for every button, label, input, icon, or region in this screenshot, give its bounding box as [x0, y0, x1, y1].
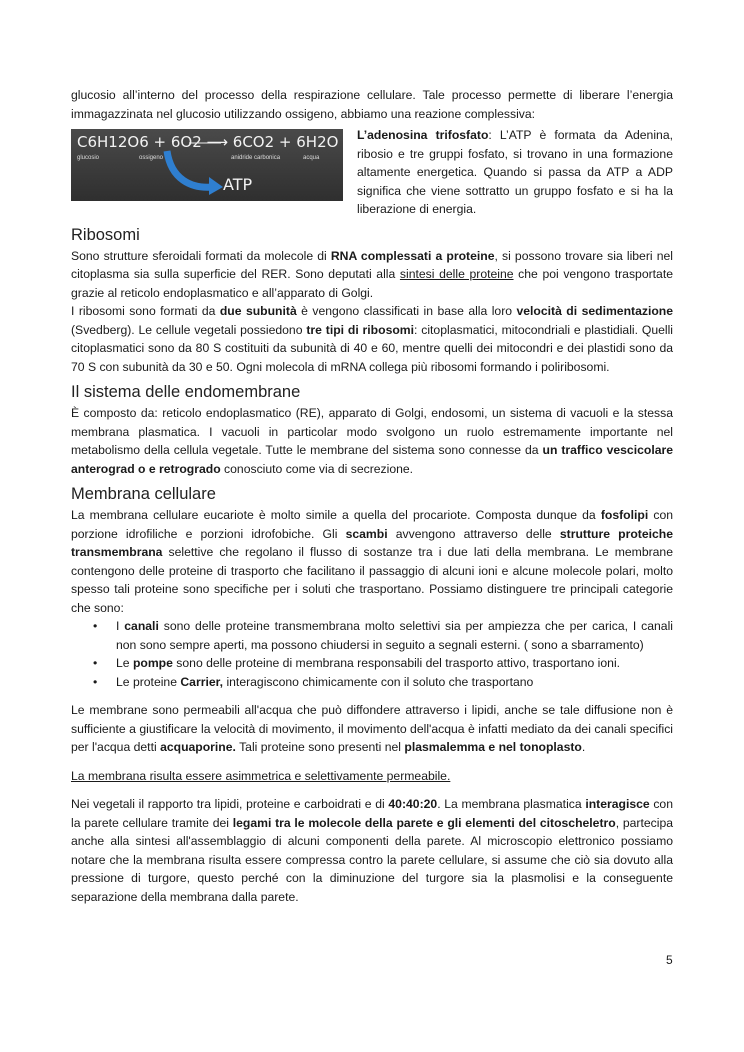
- bold-text: RNA complessati a proteine: [330, 248, 495, 263]
- bold-text: pompe: [132, 656, 173, 670]
- watermark: [600, 560, 660, 920]
- bullet-icon: •: [93, 619, 98, 633]
- transport-proteins-list: [71, 617, 673, 691]
- list-item: [93, 673, 673, 692]
- endomembrane-paragraph: [71, 404, 673, 478]
- text: .: [581, 740, 586, 754]
- text: conosciuto come via di secrezione.: [220, 461, 414, 476]
- label-glucosio: glucosio: [77, 155, 100, 161]
- label-acqua: acqua: [303, 155, 320, 161]
- bold-text: canali: [124, 619, 159, 633]
- membrana-heading: Membrana cellulare: [71, 485, 216, 503]
- bold-text: acquaporine.: [160, 740, 236, 754]
- text: con porzione idrofiliche e porzioni idrofobiche. Gli: [71, 508, 673, 541]
- bold-text: plasmalemma e nel tonoplasto: [404, 740, 582, 754]
- label-ossigeno: ossigeno: [139, 155, 164, 161]
- respiration-equation-image: [71, 129, 343, 201]
- atp-section: [71, 126, 673, 219]
- text: È composto da: reticolo endoplasmatico (RE), apparato di Golgi, endosomi, un sistema di vacuoli e la stessa membrana plasmatica. I vacuoli in particolar modo svolgono un ruolo estremamente importante nel metabolismo della cellula vegetale. Tutte le membrane del sistema sono connesse da: [71, 406, 673, 457]
- equation-text: C6H12O6 + 6O2 ⟶ 6CO2 + 6H2O: [77, 133, 339, 151]
- membrana-paragraph-3: [71, 767, 673, 786]
- text: Sono strutture sferoidali formati da molecole di: [71, 248, 331, 263]
- ribosomi-paragraph-2: [71, 302, 673, 376]
- text: Nei vegetali il rapporto tra lipidi, proteine e carboidrati e di: [71, 797, 389, 811]
- underlined-text: La membrana risulta essere asimmetrica e selettivamente permeabile.: [71, 768, 451, 783]
- bold-text: tre tipi di ribosomi: [306, 322, 415, 337]
- text: I: [116, 619, 125, 633]
- text: , partecipa anche alla sintesi all'assemblaggio di alcuni componenti della parete. Al microscopio elettronico possiamo notare che la membrana risulta essere compressa contro la parete cellulare, si assume che ciò sia dovuto alla pressione di turgore, questo perché con la diminuzione del turgore sia la plasmolisi e la conseguente separazione della membrana dalla parete.: [71, 815, 673, 904]
- text: Le: [116, 656, 133, 670]
- atp-label: ATP: [223, 175, 253, 194]
- text: è vengono classificati in base alla loro: [296, 304, 517, 318]
- membrana-paragraph-2: [71, 701, 673, 757]
- text: : citoplasmatici, mitocondriali e plastidiali. Quelli citoplasmatici sono da 80 S costituiti da subunità di 40 e 60, mentre quelli dei mitocondri e dei plastidi sono da 70 S con subunità da 30 e 50. Ogni molecola di mRNA collega più ribosomi formando i poliribosomi.: [71, 322, 674, 374]
- text: sono delle proteine transmembrana molto selettivi sia per ampiezza che per carica, I canali non sono sempre aperti, ma possono chiudersi in seguito a segnali esterni. ( sono a sbarramento): [116, 619, 673, 652]
- text: sono delle proteine di membrana responsabili del trasporto attivo, trasportano ioni.: [172, 656, 621, 670]
- text: , si possono trovare sia liberi nel citoplasma sia sulla superficie del RER. Sono deputati alla: [71, 248, 673, 281]
- bold-text: fosfolipi: [600, 508, 649, 522]
- atp-paragraph: [357, 126, 673, 219]
- text: I ribosomi sono formati da: [71, 304, 220, 318]
- bullet-icon: •: [93, 674, 98, 689]
- endomembrane-heading: Il sistema delle endomembrane: [71, 383, 301, 401]
- label-anidride: anidride carbonica: [231, 155, 281, 161]
- page-number: 5: [666, 953, 673, 967]
- text: che poi vengono trasportate grazie al reticolo endoplasmatico e all’apparato di Golgi.: [71, 267, 673, 300]
- bold-text: velocità di sedimentazione: [516, 304, 673, 318]
- bold-text: 40:40:20: [388, 797, 438, 811]
- list-item: [93, 654, 673, 673]
- bullet-icon: •: [93, 656, 98, 670]
- bold-text: due subunità: [219, 304, 297, 318]
- list-item: [93, 617, 673, 654]
- bold-text: legami tra le molecole della parete e gli elementi del citoscheletro: [232, 815, 616, 830]
- bold-text: scambi: [345, 526, 388, 541]
- bold-text: strutture proteiche transmembrana: [71, 526, 673, 559]
- intro-paragraph: glucosio all’interno del processo della respirazione cellulare. Tale processo permette di liberare l’energia immagazzinata nel glucosio utilizzando ossigeno, abbiamo una reazione complessiva:: [71, 88, 673, 121]
- text: Le membrane sono permeabili all'acqua che può diffondere attraverso i lipidi, anche se tale diffusione non è sufficiente a giustificare la velocità di movimento, il movimento dell'acqua è infatti mediato da dei canali specifici per l'acqua detti: [71, 703, 673, 754]
- ribosomi-heading: Ribosomi: [71, 225, 140, 244]
- atp-term: L’adenosina trifosfato: [357, 128, 489, 142]
- bold-text: un traffico vescicolare anterograd o e retrogrado: [71, 443, 673, 476]
- atp-text: : L’ATP è formata da Adenina, ribosio e tre gruppi fosfato, si trovano in una formazione altamente energetica. Quando si passa da ATP a ADP significa che viene sottratto un gruppo fosfato e si ha la liberazione di energia.: [357, 128, 673, 216]
- underlined-text: sintesi delle proteine: [399, 267, 514, 281]
- text: La membrana cellulare eucariote è molto simile a quella del procariote. Composta dunque da: [71, 508, 601, 522]
- bold-text: Carrier,: [180, 674, 224, 689]
- text: con la parete cellulare tramite dei: [71, 797, 673, 830]
- text: Le proteine: [116, 674, 181, 689]
- ribosomi-paragraph-1: [71, 247, 673, 303]
- text: (Svedberg). Le cellule vegetali possiedono: [71, 322, 307, 337]
- membrana-paragraph-4: [71, 795, 673, 906]
- text: Tali proteine sono presenti nel: [235, 740, 405, 754]
- text: . La membrana plasmatica: [437, 797, 586, 811]
- text: avvengono attraverso delle: [387, 526, 560, 541]
- membrana-paragraph-1: [71, 506, 673, 617]
- text: interagiscono chimicamente con il soluto che trasportano: [223, 674, 534, 689]
- bold-text: interagisce: [585, 797, 650, 811]
- text: selettive che regolano il flusso di sostanze tra i due lati della membrana. Le membrane contengono delle proteine di trasporto che facilitano il passaggio di alcuni ioni e alcune molecole polari, molto spesso tali proteine sono specifiche per i soluti che trasportano. Possiamo distinguere tre principali categorie che sono:: [71, 545, 673, 615]
- page-content: [71, 86, 673, 906]
